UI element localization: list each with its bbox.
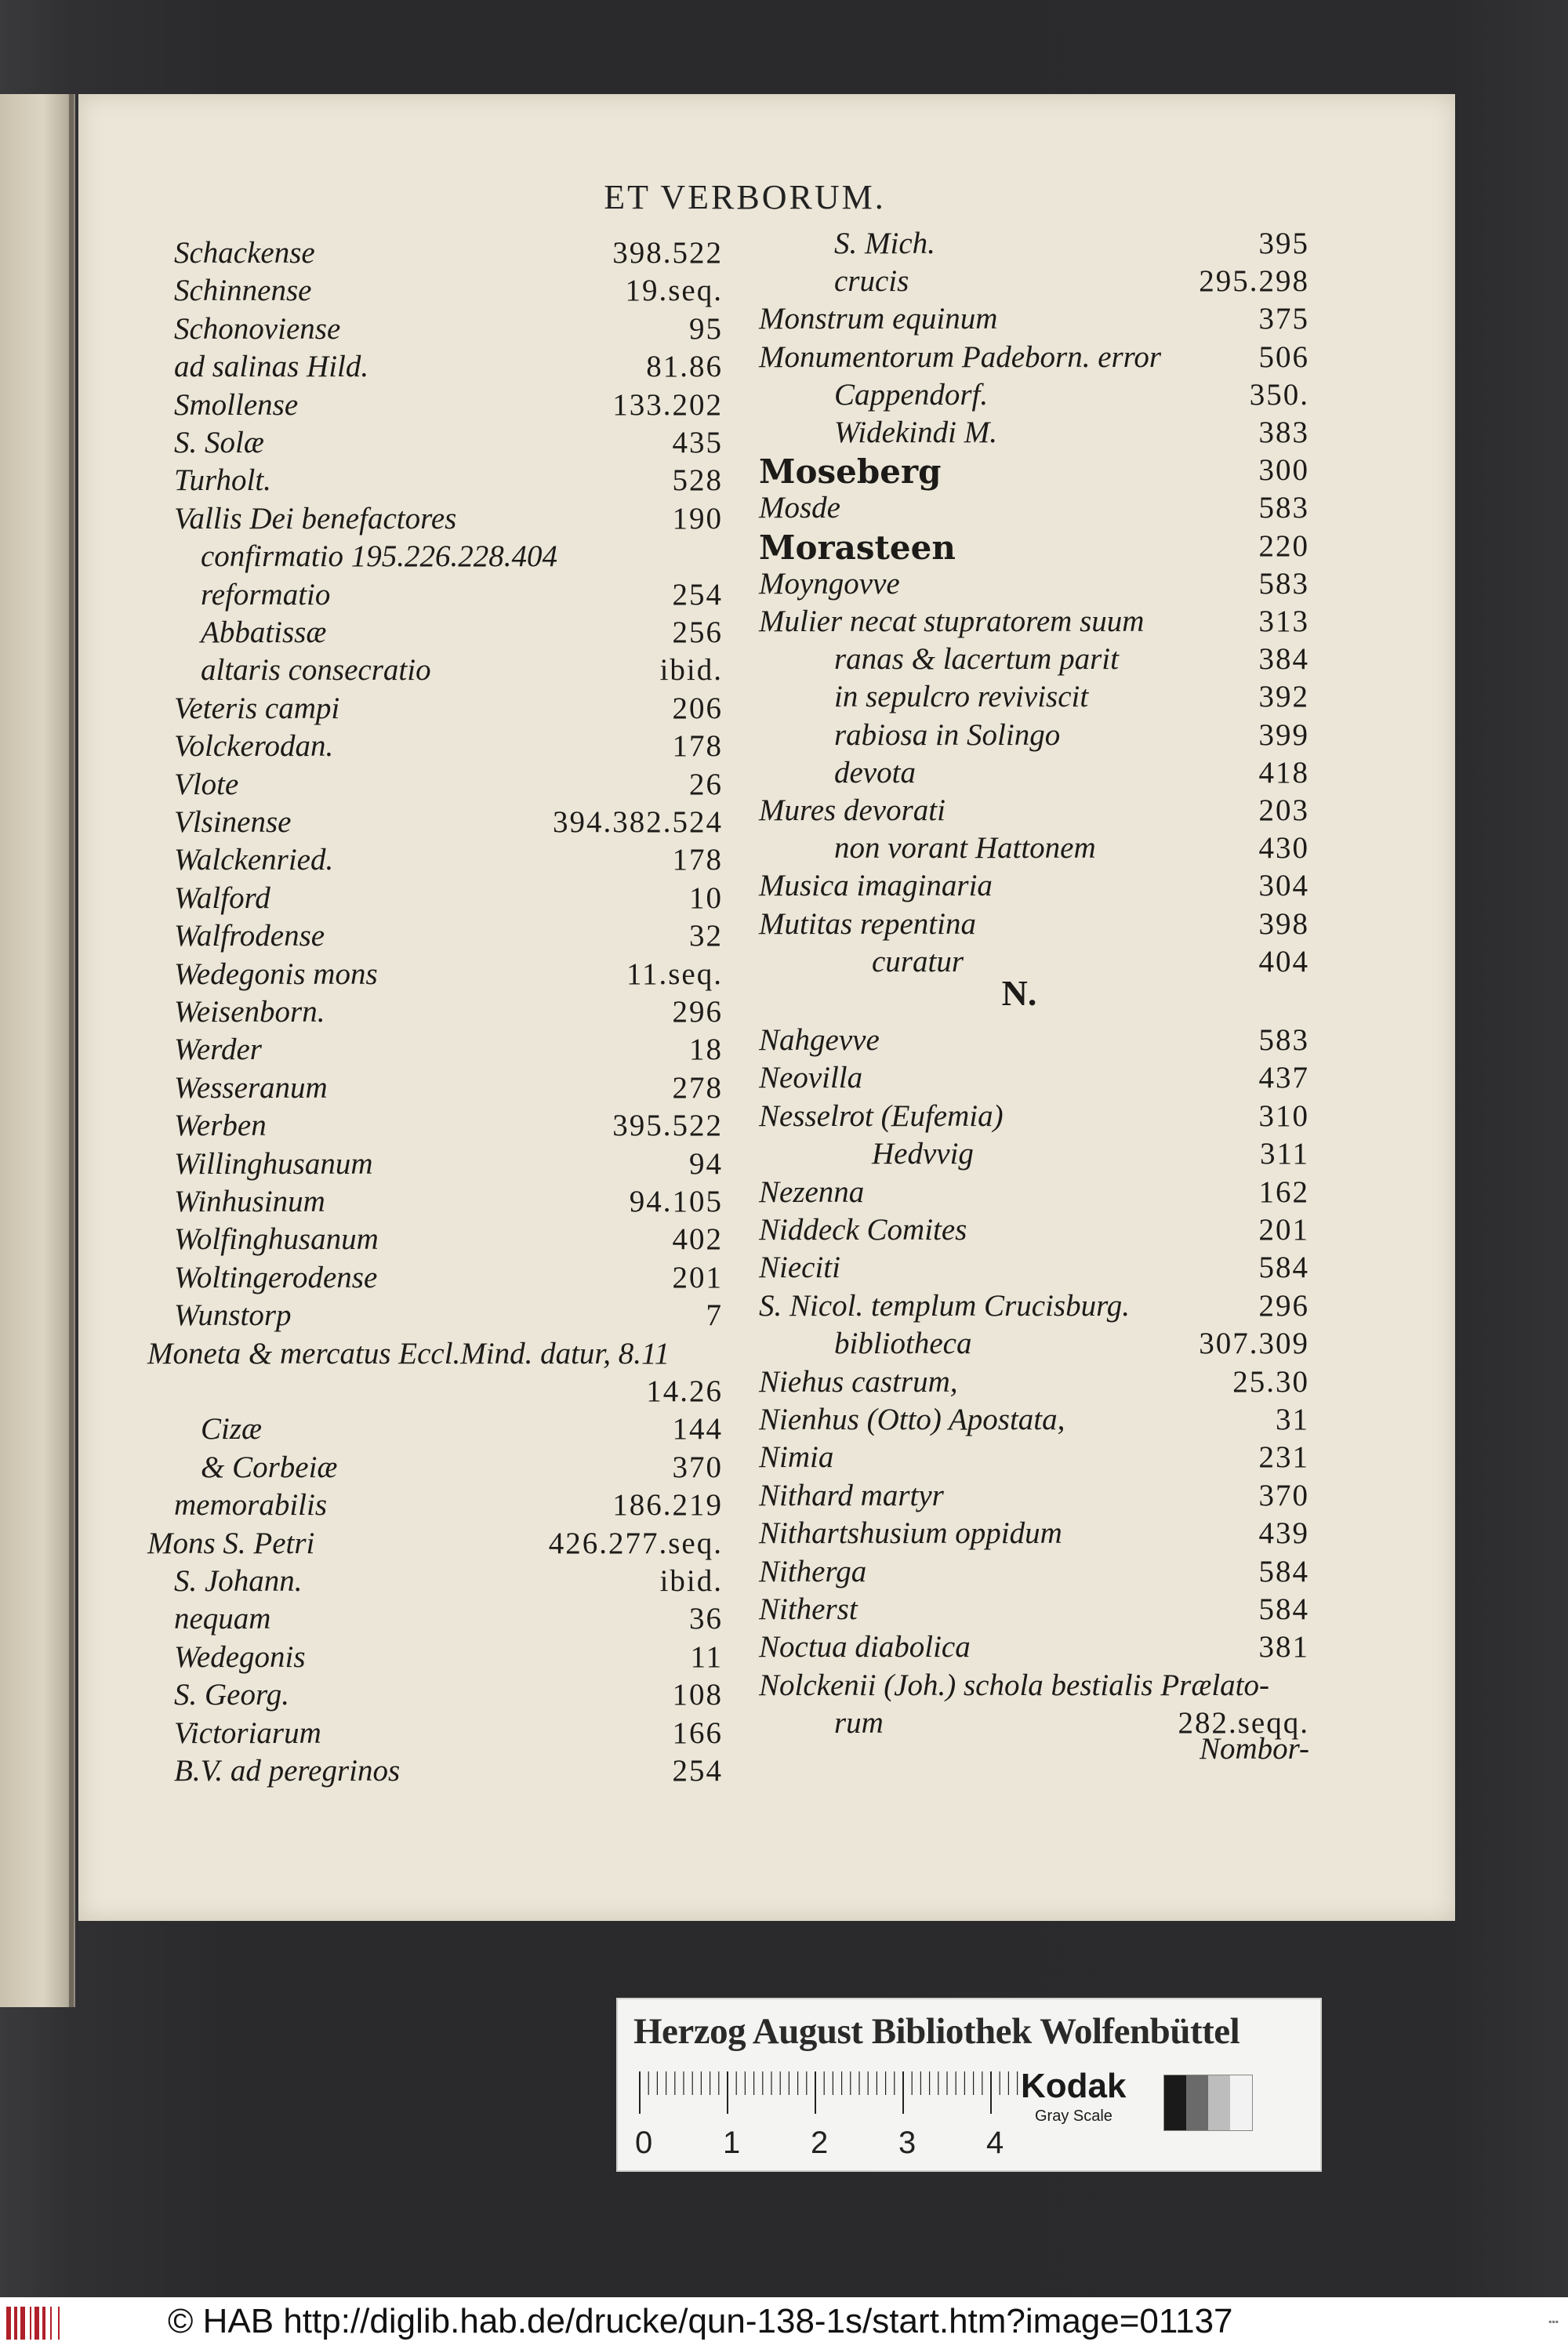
index-entry	[759, 1288, 1309, 1326]
page-reference: 256	[672, 615, 723, 649]
index-entry	[759, 1136, 1309, 1174]
page-reference: 381	[1258, 1630, 1309, 1665]
index-term: Nezenna	[759, 1174, 865, 1209]
index-entry	[174, 1639, 723, 1677]
page-reference: 295.298	[1199, 264, 1309, 299]
page-reference: 584	[1258, 1251, 1309, 1285]
page-reference: 528	[672, 463, 723, 498]
ruler-number: 3	[898, 2126, 916, 2160]
index-term: Woltingerodense	[174, 1260, 378, 1294]
index-entry	[759, 717, 1309, 755]
index-term: Nahgevve	[759, 1023, 880, 1057]
page-reference: 395	[1258, 227, 1309, 260]
catchword-text: Nombor-	[1199, 1732, 1309, 1766]
index-term: Wedegonis mons	[174, 957, 378, 991]
index-term: Weisenborn.	[174, 995, 325, 1029]
barcode-bar	[14, 2307, 17, 2340]
page-reference: 430	[1258, 831, 1309, 866]
library-color-scale-label	[616, 1998, 1322, 2172]
index-entry	[174, 1563, 723, 1601]
index-term: Monumentorum Padeborn. error	[759, 339, 1162, 374]
index-term: rum	[834, 1706, 884, 1741]
page-reference: 583	[1258, 491, 1309, 525]
index-term: Nimia	[759, 1440, 834, 1475]
index-entry	[174, 652, 723, 690]
index-term: non vorant Hattonem	[834, 831, 1096, 866]
index-entry	[759, 793, 1309, 830]
index-entry	[174, 273, 723, 310]
index-entry	[174, 804, 723, 842]
gray-patch	[1208, 2075, 1230, 2130]
index-entry	[174, 767, 723, 804]
footer-copyright-link[interactable]: © HAB http://diglib.hab.de/drucke/qun-138-1s/start.htm?image=01137	[168, 2302, 1233, 2340]
page-reference: 384	[1258, 642, 1309, 677]
index-entry	[174, 311, 723, 349]
page-reference: 11.seq.	[626, 957, 723, 991]
barcode-bar	[30, 2307, 31, 2340]
viewer-footer	[0, 2297, 1568, 2349]
index-term: bibliotheca	[834, 1327, 972, 1361]
index-term: Moyngovve	[759, 566, 900, 601]
index-term: devota	[834, 755, 916, 790]
index-term: Moneta & mercatus Eccl.Mind. datur, 8.11	[147, 1336, 670, 1371]
barcode-bar	[42, 2307, 45, 2340]
page-reference: 404	[1258, 944, 1309, 978]
index-entry	[174, 1184, 723, 1222]
index-entry	[759, 1022, 1309, 1060]
page-reference: 94	[689, 1146, 723, 1181]
index-entry	[174, 1298, 723, 1335]
ruler-number: 0	[635, 2126, 653, 2160]
page-reference: 375	[1258, 302, 1309, 336]
page-reference: 402	[672, 1222, 723, 1257]
page-reference: 108	[672, 1678, 723, 1712]
page-reference: ibid.	[659, 653, 723, 688]
page-reference: 186.219	[612, 1488, 723, 1523]
barcode-bar	[6, 2307, 11, 2340]
index-entry	[174, 539, 723, 576]
index-term: Walckenried.	[174, 843, 334, 877]
index-entry	[174, 691, 723, 728]
index-term: Turholt.	[174, 463, 271, 498]
index-term: Neovilla	[759, 1061, 863, 1095]
index-entry	[174, 1146, 723, 1184]
page-reference: 254	[672, 577, 723, 612]
index-term: Smollense	[174, 387, 299, 422]
page-reference: 7	[706, 1298, 723, 1333]
index-entry	[759, 679, 1309, 717]
index-term: Walfrodense	[174, 919, 325, 953]
index-term: altaris consecratio	[201, 653, 431, 688]
index-entry	[174, 880, 723, 918]
catchword	[1192, 1731, 1309, 1769]
index-term: Nithard martyr	[759, 1478, 944, 1512]
page-reference: 392	[1258, 680, 1309, 714]
index-term: Walford	[174, 880, 270, 915]
index-entry	[174, 1753, 723, 1791]
index-term: Willinghusanum	[174, 1146, 373, 1181]
index-term: curatur	[872, 944, 964, 978]
page-reference: 310	[1258, 1098, 1309, 1133]
index-entry	[759, 1174, 1309, 1212]
page-reference: 296	[672, 995, 723, 1029]
barcode-bar	[20, 2307, 25, 2340]
index-entry	[759, 1554, 1309, 1592]
page-reference: 19.seq.	[625, 274, 723, 308]
page-reference: 350.	[1249, 377, 1309, 412]
index-term: Mutitas repentina	[759, 906, 976, 941]
index-entry	[174, 994, 723, 1032]
index-entry	[174, 615, 723, 652]
ruler-number: 2	[811, 2126, 829, 2160]
index-entry	[759, 263, 1309, 301]
index-entry	[174, 1411, 723, 1449]
index-entry	[759, 566, 1309, 604]
page-reference: 220	[1258, 528, 1309, 563]
index-term: Widekindi M.	[834, 416, 997, 449]
index-term: Mons S. Petri	[147, 1526, 315, 1560]
index-term: Noctua diabolica	[759, 1630, 971, 1665]
index-entry	[174, 349, 723, 387]
index-term: Victoriarum	[174, 1715, 321, 1750]
previous-page-edge	[0, 94, 75, 2007]
page-reference: 178	[672, 843, 723, 877]
index-term: Veteris campi	[174, 691, 340, 725]
page-reference: 418	[1258, 755, 1309, 790]
index-term: ad salinas Hild.	[174, 350, 369, 384]
index-term: Volckerodan.	[174, 729, 334, 764]
index-term: S. Georg.	[174, 1678, 289, 1712]
letter-heading: N.	[1001, 973, 1037, 1013]
index-entry	[174, 1070, 723, 1108]
page-reference: 370	[672, 1450, 723, 1484]
page-reference: 296	[1258, 1288, 1309, 1323]
barcode-bar	[50, 2307, 52, 2340]
page-reference: 282.seqq.	[1178, 1706, 1309, 1741]
page-reference: 162	[1258, 1174, 1309, 1209]
page-reference: 313	[1258, 604, 1309, 638]
ruler-number: 1	[723, 2126, 741, 2160]
index-term: Wesseranum	[174, 1070, 328, 1105]
index-term: Hedvvig	[872, 1137, 974, 1171]
gray-patch	[1230, 2075, 1252, 2130]
index-term: Nolckenii (Joh.) schola bestialis Prælato-	[759, 1668, 1269, 1702]
page-reference: 395.522	[612, 1109, 723, 1143]
index-term: Mosde	[759, 491, 840, 525]
index-term: confirmatio 195.226.228.404	[201, 539, 557, 574]
page-reference: 178	[672, 729, 723, 764]
page-reference: 36	[689, 1602, 723, 1636]
page-reference: 584	[1258, 1592, 1309, 1626]
index-entry	[174, 501, 723, 539]
index-entry	[174, 1374, 723, 1411]
page-reference: 399	[1258, 717, 1309, 752]
index-term: Niehus castrum,	[759, 1364, 958, 1399]
index-term: Nesselrot (Eufemia)	[759, 1098, 1004, 1133]
index-entry	[174, 425, 723, 463]
page-reference: 506	[1258, 339, 1309, 374]
index-entry	[759, 1098, 1309, 1136]
barcode-icon	[5, 2305, 67, 2341]
page-reference: 81.86	[646, 350, 723, 384]
page-reference: 25.30	[1232, 1364, 1309, 1399]
index-term: Abbatissæ	[201, 615, 327, 649]
index-term: nequam	[174, 1602, 271, 1636]
index-term: Winhusinum	[174, 1185, 325, 1218]
index-term: Schinnense	[174, 274, 312, 308]
page-reference: 201	[672, 1260, 723, 1294]
page-reference: 439	[1258, 1516, 1309, 1551]
page-reference: 307.309	[1199, 1327, 1309, 1361]
page-reference: 201	[1258, 1213, 1309, 1247]
page-reference: ibid.	[659, 1564, 723, 1598]
index-term: Nithartshusium oppidum	[759, 1516, 1062, 1551]
gray-patch	[1164, 2075, 1186, 2130]
index-term: Wunstorp	[174, 1298, 292, 1333]
page-reference: 254	[672, 1754, 723, 1788]
gray-patch	[1186, 2075, 1208, 2130]
page-reference: 304	[1258, 869, 1309, 903]
index-entry	[174, 1032, 723, 1069]
index-entry	[759, 1250, 1309, 1287]
index-term: S. Johann.	[174, 1564, 303, 1598]
index-term: Wolfinghusanum	[174, 1222, 379, 1257]
page-reference: 383	[1258, 416, 1309, 449]
index-entry	[759, 490, 1309, 528]
index-entry	[174, 1450, 723, 1487]
kodak-subtitle: Gray Scale	[1035, 2108, 1112, 2125]
index-term: Schackense	[174, 236, 315, 270]
page-reference: 394.382.524	[553, 805, 723, 839]
ruler-scale	[635, 2067, 1027, 2164]
page-reference: 583	[1258, 1023, 1309, 1057]
index-term: Vlote	[174, 767, 239, 801]
index-entry	[174, 1715, 723, 1753]
index-entry	[759, 1440, 1309, 1477]
page-reference: 206	[672, 691, 723, 725]
index-entry	[759, 339, 1309, 377]
index-entry	[759, 301, 1309, 339]
index-term: Nitherst	[759, 1592, 858, 1626]
index-entry	[174, 1601, 723, 1639]
index-term: Monstrum equinum	[759, 302, 998, 336]
index-entry	[174, 235, 723, 273]
index-term: Cizæ	[201, 1412, 263, 1447]
index-term: Werben	[174, 1109, 267, 1143]
index-entry	[174, 728, 723, 766]
index-entry	[147, 1526, 723, 1563]
page-reference: 398.522	[612, 236, 723, 270]
index-term: Cappendorf.	[834, 377, 989, 412]
index-entry	[759, 604, 1309, 641]
index-term: ranas & lacertum parit	[834, 642, 1119, 677]
index-term: reformatio	[201, 577, 331, 612]
page-reference: 32	[689, 919, 723, 953]
index-entry	[174, 387, 723, 425]
index-term: rabiosa in Solingo	[834, 717, 1061, 752]
page-reference: 426.277.seq.	[548, 1526, 723, 1560]
barcode-bar	[34, 2307, 39, 2340]
index-entry	[174, 1260, 723, 1298]
index-term: Mures devorati	[759, 793, 946, 827]
barcode-bar	[58, 2307, 60, 2340]
index-term: Moseberg	[759, 452, 942, 492]
page-reference: 18	[689, 1033, 723, 1067]
page-reference: 203	[1258, 793, 1309, 827]
index-entry	[759, 1212, 1309, 1250]
page-reference: 10	[689, 880, 723, 915]
index-entry	[759, 1402, 1309, 1440]
index-entry	[759, 528, 1309, 566]
gray-scale-patches	[1163, 2075, 1253, 2131]
binding-gutter	[69, 94, 74, 2007]
page-reference: 133.202	[612, 387, 723, 422]
index-term: Vlsinense	[174, 805, 292, 839]
kodak-logo: Kodak	[1021, 2067, 1127, 2105]
page-reference: 166	[672, 1715, 723, 1750]
page-reference: 31	[1276, 1403, 1309, 1436]
index-entry	[174, 842, 723, 880]
index-entry	[759, 1592, 1309, 1629]
page-reference: 14.26	[646, 1374, 723, 1408]
index-term: S. Mich.	[834, 227, 935, 260]
index-term: Nitherga	[759, 1554, 867, 1588]
index-entry	[174, 918, 723, 956]
index-entry	[174, 463, 723, 500]
index-term: Vallis Dei benefactores	[174, 501, 457, 536]
index-entry	[174, 1677, 723, 1715]
index-entry	[147, 1336, 723, 1374]
running-head: ET VERBORUM.	[604, 178, 886, 216]
index-entry	[174, 1222, 723, 1259]
index-entry	[759, 1060, 1309, 1098]
page-reference: 583	[1258, 566, 1309, 601]
page-reference: 584	[1258, 1554, 1309, 1588]
index-entry	[759, 755, 1309, 793]
index-entry	[759, 1516, 1309, 1553]
index-entry	[174, 1108, 723, 1145]
index-term: Morasteen	[759, 528, 956, 567]
index-term: in sepulcro reviviscit	[834, 680, 1089, 714]
page-reference: 435	[672, 426, 723, 459]
index-term: Musica imaginaria	[759, 869, 993, 903]
index-entry	[759, 415, 1309, 452]
index-entry	[759, 1326, 1309, 1363]
index-entry	[759, 641, 1309, 679]
page-reference: 144	[672, 1412, 723, 1447]
index-term: Nienhus (Otto) Apostata,	[759, 1403, 1065, 1436]
page-reference: 278	[672, 1070, 723, 1105]
page-reference: 94.105	[629, 1185, 723, 1218]
index-entry	[759, 1668, 1309, 1705]
page-reference: 398	[1258, 906, 1309, 941]
index-term: Schonoviense	[174, 311, 341, 346]
index-term: crucis	[834, 264, 909, 299]
index-term: B.V. ad peregrinos	[174, 1754, 401, 1788]
page-reference: 11	[690, 1639, 723, 1674]
page-reference: 437	[1258, 1061, 1309, 1095]
library-name: Herzog August Bibliothek Wolfenbüttel	[633, 2011, 1240, 2052]
index-entry	[759, 452, 1309, 490]
index-term: memorabilis	[174, 1488, 327, 1523]
page-reference: 190	[672, 501, 723, 536]
index-entry	[759, 906, 1309, 944]
index-entry	[759, 868, 1309, 906]
index-term: Mulier necat stupratorem suum	[759, 604, 1145, 638]
index-term: S. Nicol. templum Crucisburg.	[759, 1288, 1131, 1323]
index-term: & Corbeiæ	[201, 1450, 338, 1484]
page-reference: 370	[1258, 1478, 1309, 1512]
index-term: S. Solæ	[174, 426, 264, 459]
index-term: Niddeck Comites	[759, 1213, 967, 1247]
page-reference: 300	[1258, 453, 1309, 488]
ruler-number: 4	[986, 2126, 1004, 2160]
index-entry	[759, 226, 1309, 263]
index-entry	[174, 957, 723, 994]
footer-mark: ▪▪▪	[1548, 2316, 1559, 2327]
index-term: Werder	[174, 1033, 262, 1067]
index-entry	[174, 1487, 723, 1525]
index-entry	[174, 577, 723, 615]
index-entry	[759, 830, 1309, 868]
index-term: Nieciti	[759, 1251, 840, 1285]
index-entry	[759, 1364, 1309, 1402]
page-reference: 95	[689, 311, 723, 346]
index-entry	[759, 1478, 1309, 1516]
index-entry	[759, 377, 1309, 415]
page-reference: 311	[1259, 1137, 1309, 1171]
page-reference: 26	[689, 767, 723, 801]
index-entry	[759, 1629, 1309, 1667]
index-term: Wedegonis	[174, 1639, 306, 1674]
page-reference: 231	[1258, 1440, 1309, 1475]
